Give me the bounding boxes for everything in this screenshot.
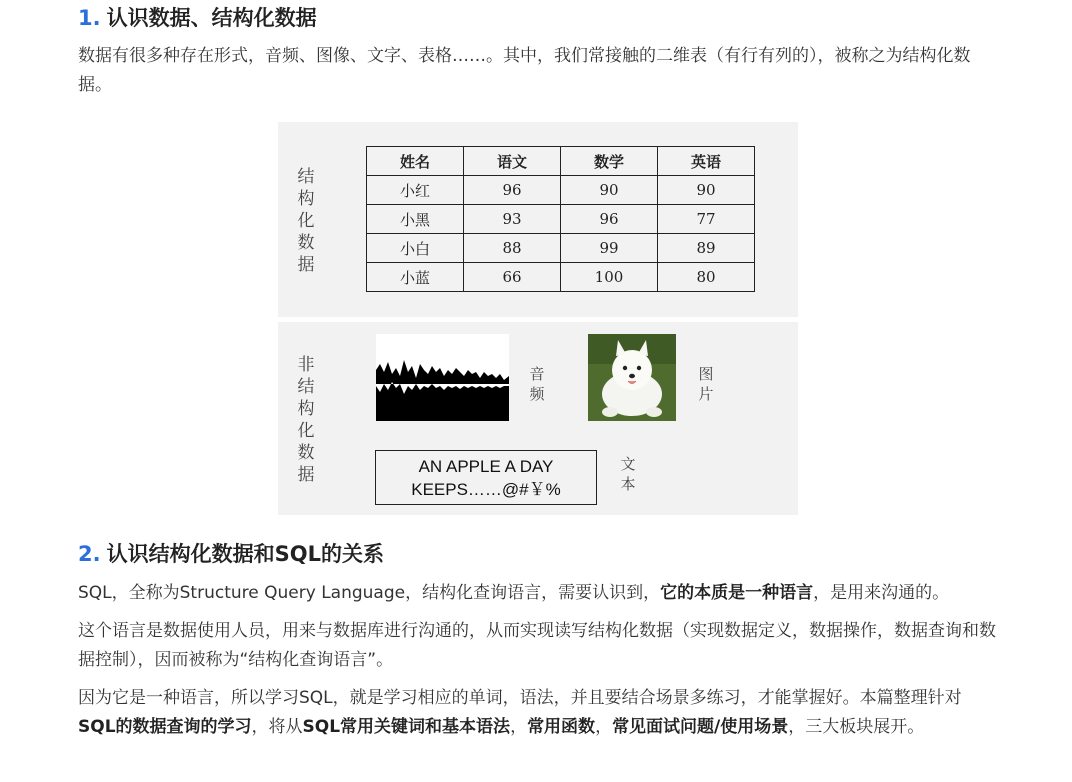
text-run: SQL，全称为Structure Query Language，结构化查询语言，需要认识到， xyxy=(78,583,661,603)
text-run: ，是用来沟通的。 xyxy=(813,583,950,603)
text-run: ， xyxy=(510,717,528,737)
table-cell: 88 xyxy=(464,234,561,263)
data-types-figure xyxy=(278,122,798,515)
table-row xyxy=(367,234,755,263)
grades-table xyxy=(366,146,755,292)
text-run: ，将从 xyxy=(251,717,303,737)
text-run: ， xyxy=(595,717,613,737)
table-row xyxy=(367,176,755,205)
section-2-title: 认识结构化数据和SQL的关系 xyxy=(106,542,384,566)
table-cell: 96 xyxy=(464,176,561,205)
table-cell: 90 xyxy=(658,176,755,205)
table-row xyxy=(367,205,755,234)
structured-data-label: 结 构 化 数 据 xyxy=(297,167,315,275)
bold-text: 常用函数 xyxy=(527,717,596,737)
table-header: 数学 xyxy=(561,147,658,176)
table-cell: 90 xyxy=(561,176,658,205)
section-1-paragraph: 数据有很多种存在形式，音频、图像、文字、表格……。其中，我们常接触的二维表（有行有列的），被称之为结构化数据。 xyxy=(78,46,971,95)
puppy-photo xyxy=(588,334,676,421)
table-header: 语文 xyxy=(464,147,561,176)
table-cell: 100 xyxy=(561,263,658,292)
audio-waveform-image xyxy=(376,334,509,421)
section-1-number: 1. xyxy=(78,6,101,30)
section-2-paragraph-3 xyxy=(78,684,998,742)
unstructured-data-label: 非 结 构 化 数 据 xyxy=(297,355,315,485)
table-cell: 93 xyxy=(464,205,561,234)
text-sample-line-1: AN APPLE A DAY xyxy=(418,457,554,476)
bold-text: 常见面试问题/使用场景 xyxy=(612,717,789,737)
table-cell: 小白 xyxy=(367,234,464,263)
text-sample-line-2: KEEPS……@#￥% xyxy=(411,480,561,499)
text-sample-box xyxy=(375,450,597,505)
table-cell: 96 xyxy=(561,205,658,234)
bold-text: 它的本质是一种语言 xyxy=(660,583,814,603)
structured-data-panel xyxy=(278,122,798,317)
table-cell: 小红 xyxy=(367,176,464,205)
unstructured-data-panel xyxy=(278,322,798,515)
section-2-paragraph-2: 这个语言是数据使用人员，用来与数据库进行沟通的，从而实现读写结构化数据（实现数据定义，数据操作，数据查询和数据控制），因而被称为“结构化查询语言”。 xyxy=(78,621,996,670)
section-1-heading xyxy=(78,4,317,32)
table-row xyxy=(367,263,755,292)
table-cell: 89 xyxy=(658,234,755,263)
table-cell: 66 xyxy=(464,263,561,292)
bold-text: SQL的数据查询的学习 xyxy=(78,717,252,737)
table-header: 姓名 xyxy=(367,147,464,176)
section-2-number: 2. xyxy=(78,542,101,566)
section-1-title: 认识数据、结构化数据 xyxy=(106,6,317,30)
table-cell: 小蓝 xyxy=(367,263,464,292)
bold-text: SQL常用关键词和基本语法 xyxy=(302,717,511,737)
table-cell: 77 xyxy=(658,205,755,234)
table-cell: 小黑 xyxy=(367,205,464,234)
table-cell: 80 xyxy=(658,263,755,292)
section-2-paragraph-1 xyxy=(78,579,998,608)
image-label: 图 片 xyxy=(698,365,714,403)
text-run: 因为它是一种语言，所以学习SQL，就是学习相应的单词，语法，并且要结合场景多练习，才能掌握好。本篇整理针对 xyxy=(78,688,962,708)
text-label: 文 本 xyxy=(620,455,636,493)
audio-label: 音 频 xyxy=(529,365,545,403)
table-cell: 99 xyxy=(561,234,658,263)
section-2-heading xyxy=(78,540,384,568)
text-run: ，三大板块展开。 xyxy=(788,717,925,737)
table-header-row xyxy=(367,147,755,176)
table-header: 英语 xyxy=(658,147,755,176)
